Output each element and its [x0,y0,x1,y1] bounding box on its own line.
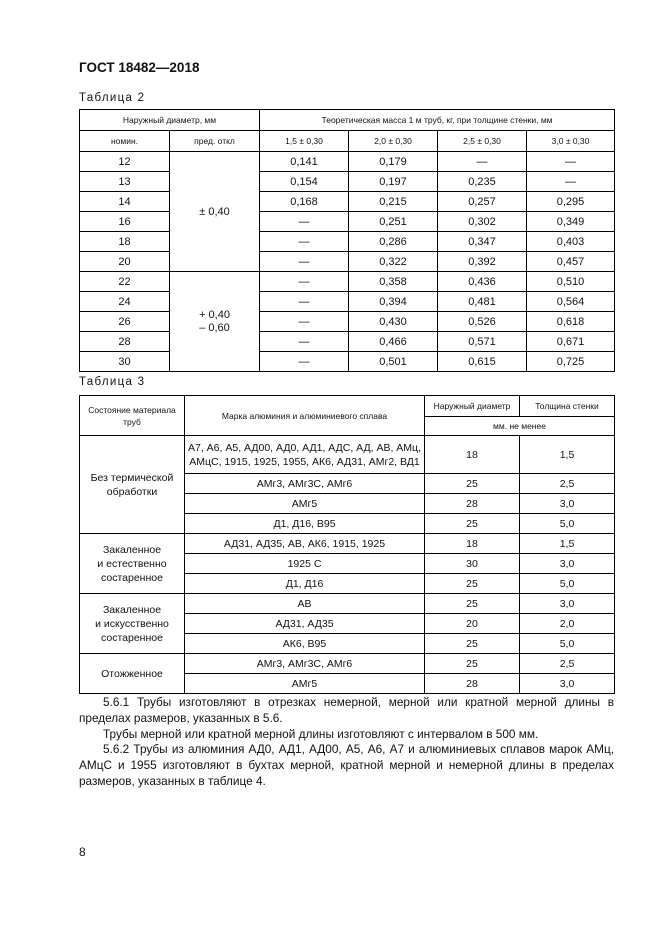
mass-cell: 0,358 [349,272,438,292]
alloy-grade-cell: АМг3, АМг3С, АМг6 [185,474,425,494]
table2-head-tolerance: пред. откл [170,131,260,152]
mass-cell: — [527,152,615,172]
nominal-diameter-cell: 13 [80,172,170,192]
outer-diameter-cell: 28 [425,674,520,694]
table-row [80,152,615,172]
mass-cell: 0,481 [438,292,527,312]
mass-cell: 0,436 [438,272,527,292]
alloy-grade-cell: Д1, Д16, В95 [185,514,425,534]
table3-head-wall-thickness: Толщина стенки [520,396,615,417]
wall-thickness-cell: 2,5 [520,474,615,494]
outer-diameter-cell: 30 [425,554,520,574]
mass-cell: 0,347 [438,232,527,252]
tolerance-cell: ± 0,40 [170,152,260,272]
mass-cell: 0,322 [349,252,438,272]
wall-thickness-cell: 2,0 [520,614,615,634]
table2-head-nominal: номин. [80,131,170,152]
table3-head-grade: Марка алюминия и алюминиевого сплава [185,396,425,436]
table3-head-outer-diameter: Наружный диаметр [425,396,520,417]
mass-cell: 0,564 [527,292,615,312]
mass-cell: — [260,212,349,232]
nominal-diameter-cell: 20 [80,252,170,272]
mass-cell: 0,257 [438,192,527,212]
table3-head-not-less: мм. не менее [425,417,615,436]
outer-diameter-cell: 25 [425,574,520,594]
mass-cell: 0,618 [527,312,615,332]
mass-cell: 0,197 [349,172,438,192]
table-row [80,654,615,674]
mass-cell: 0,286 [349,232,438,252]
mass-cell: — [438,152,527,172]
mass-cell: 0,168 [260,192,349,212]
table2-head-outer-diameter: Наружный диаметр, мм [80,110,260,131]
table-row [80,594,615,614]
nominal-diameter-cell: 16 [80,212,170,232]
table3-head-state: Состояние материала труб [80,396,185,436]
mass-cell: 0,430 [349,312,438,332]
outer-diameter-cell: 25 [425,594,520,614]
mass-cell: — [260,332,349,352]
table2-caption: Таблица 2 [79,92,146,104]
mass-cell: 0,526 [438,312,527,332]
alloy-grade-cell: АМг3, АМг3С, АМг6 [185,654,425,674]
mass-cell: 0,510 [527,272,615,292]
material-state-cell: Закаленное и искусственно состаренное [80,594,185,654]
tolerance-cell: + 0,40 – 0,60 [170,272,260,372]
mass-cell: — [260,352,349,372]
alloy-grade-cell: А7, А6, А5, АД00, АД0, АД1, АДС, АД, АВ, АМц, АМцС, 1915, 1925, 1955, АК6, АД31, АМг2, ВД1 [185,436,425,474]
outer-diameter-cell: 25 [425,634,520,654]
table3-caption: Таблица 3 [79,376,146,388]
mass-cell: — [260,272,349,292]
nominal-diameter-cell: 24 [80,292,170,312]
table2-head-wall-3: 2,5 ± 0,30 [438,131,527,152]
material-state-cell: Отожженное [80,654,185,694]
mass-cell: — [260,232,349,252]
mass-cell: 0,295 [527,192,615,212]
mass-cell: — [260,252,349,272]
mass-cell: 0,141 [260,152,349,172]
mass-cell: 0,349 [527,212,615,232]
nominal-diameter-cell: 26 [80,312,170,332]
table-row [80,192,615,212]
wall-thickness-cell: 3,0 [520,594,615,614]
wall-thickness-cell: 5,0 [520,574,615,594]
wall-thickness-cell: 3,0 [520,554,615,574]
wall-thickness-cell: 5,0 [520,514,615,534]
mass-cell: 0,457 [527,252,615,272]
mass-cell: 0,466 [349,332,438,352]
table-row [80,232,615,252]
mass-cell: 0,501 [349,352,438,372]
nominal-diameter-cell: 18 [80,232,170,252]
table-row [80,534,615,554]
outer-diameter-cell: 18 [425,436,520,474]
alloy-grade-cell: АМг5 [185,674,425,694]
alloy-grade-cell: АВ [185,594,425,614]
mass-cell: 0,179 [349,152,438,172]
mass-cell: 0,725 [527,352,615,372]
nominal-diameter-cell: 12 [80,152,170,172]
mass-cell: 0,403 [527,232,615,252]
paragraph-5-6-1: 5.6.1 Трубы изготовляют в отрезках немерной, мерной или кратной мерной длины в пределах размеров, указанных в 5.6. [79,695,614,725]
table-row [80,436,615,474]
table-3 [79,395,615,694]
outer-diameter-cell: 25 [425,474,520,494]
body-text [79,695,614,790]
mass-cell: 0,251 [349,212,438,232]
alloy-grade-cell: АК6, В95 [185,634,425,654]
mass-cell: — [260,312,349,332]
nominal-diameter-cell: 14 [80,192,170,212]
mass-cell: 0,302 [438,212,527,232]
alloy-grade-cell: АД31, АД35, АВ, АК6, 1915, 1925 [185,534,425,554]
document-header: ГОСТ 18482—2018 [79,60,200,75]
nominal-diameter-cell: 22 [80,272,170,292]
table-row [80,332,615,352]
wall-thickness-cell: 3,0 [520,494,615,514]
mass-cell: — [527,172,615,192]
nominal-diameter-cell: 30 [80,352,170,372]
outer-diameter-cell: 18 [425,534,520,554]
mass-cell: 0,571 [438,332,527,352]
wall-thickness-cell: 1,5 [520,534,615,554]
table-2 [79,109,615,372]
table2-head-theoretical-mass: Теоретическая масса 1 м труб, кг, при толщине стенки, мм [260,110,615,131]
alloy-grade-cell: АД31, АД35 [185,614,425,634]
mass-cell: — [260,292,349,312]
alloy-grade-cell: 1925 С [185,554,425,574]
mass-cell: 0,215 [349,192,438,212]
table2-head-wall-4: 3,0 ± 0,30 [527,131,615,152]
nominal-diameter-cell: 28 [80,332,170,352]
table-row [80,172,615,192]
outer-diameter-cell: 25 [425,654,520,674]
mass-cell: 0,671 [527,332,615,352]
mass-cell: 0,154 [260,172,349,192]
table-row [80,252,615,272]
table2-head-wall-1: 1,5 ± 0,30 [260,131,349,152]
outer-diameter-cell: 20 [425,614,520,634]
table-row [80,272,615,292]
wall-thickness-cell: 3,0 [520,674,615,694]
wall-thickness-cell: 1,5 [520,436,615,474]
table-row [80,352,615,372]
wall-thickness-cell: 5,0 [520,634,615,654]
wall-thickness-cell: 2,5 [520,654,615,674]
outer-diameter-cell: 25 [425,514,520,534]
mass-cell: 0,235 [438,172,527,192]
mass-cell: 0,615 [438,352,527,372]
mass-cell: 0,394 [349,292,438,312]
alloy-grade-cell: АМг5 [185,494,425,514]
alloy-grade-cell: Д1, Д16 [185,574,425,594]
paragraph-interval: Трубы мерной или кратной мерной длины изготовляют с интервалом в 500 мм. [103,726,539,741]
mass-cell: 0,392 [438,252,527,272]
table2-head-wall-2: 2,0 ± 0,30 [349,131,438,152]
outer-diameter-cell: 28 [425,494,520,514]
table-row [80,292,615,312]
paragraph-5-6-2: 5.6.2 Трубы из алюминия АД0, АД1, АД00, А5, А6, А7 и алюминиевых сплавов марок АМц, АМцС и 1955 изготовляют в бухтах мерной, кратной мерной и немерной длины в пределах размеров, указанных в таблице 4. [79,742,614,788]
table-row [80,312,615,332]
material-state-cell: Закаленное и естественно состаренное [80,534,185,594]
page-number: 8 [79,845,86,859]
material-state-cell: Без термической обработки [80,436,185,534]
table-row [80,212,615,232]
